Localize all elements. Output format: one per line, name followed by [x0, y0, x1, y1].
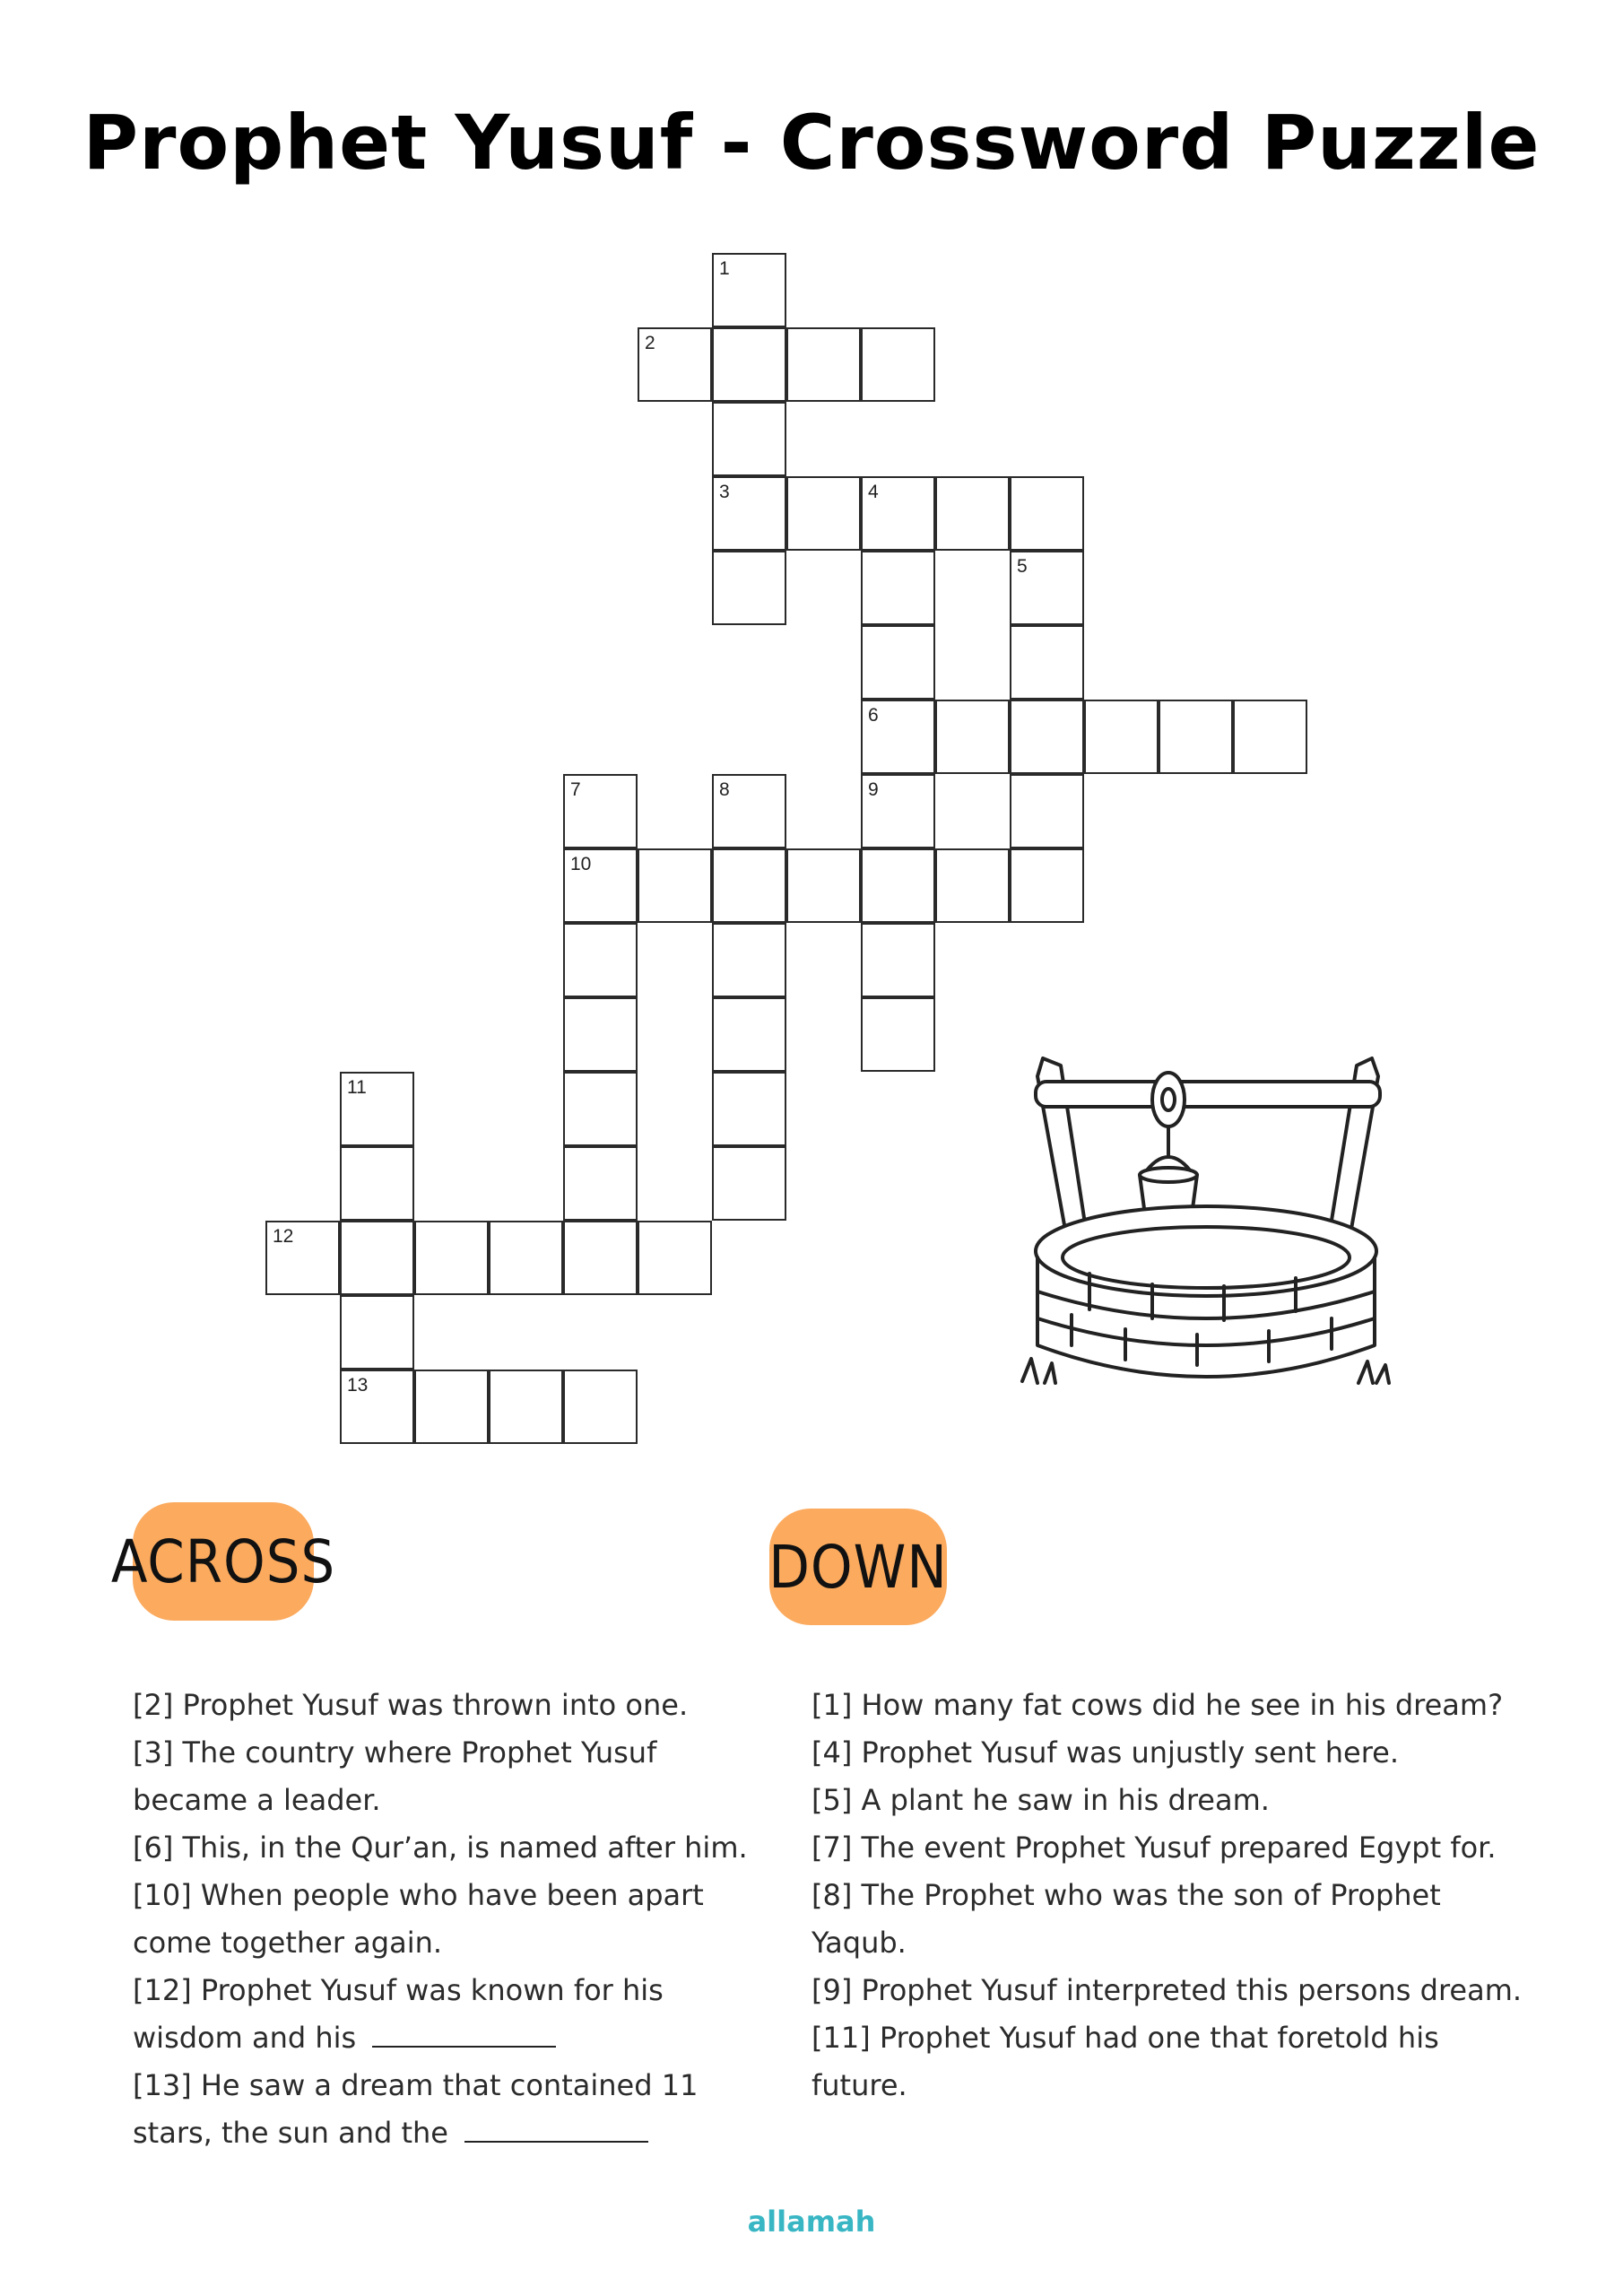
crossword-cell[interactable]	[786, 476, 861, 551]
page-title: Prophet Yusuf - Crossword Puzzle	[82, 99, 1541, 187]
crossword-cell[interactable]	[861, 923, 935, 997]
clue-line: [6] This, in the Qur’an, is named after him.	[133, 1831, 748, 1865]
crossword-cell[interactable]	[340, 1072, 414, 1146]
crossword-cell[interactable]	[1084, 700, 1159, 774]
across-badge	[110, 1502, 336, 1621]
clue-line: [2] Prophet Yusuf was thrown into one.	[133, 1688, 689, 1722]
crossword-cell[interactable]	[1010, 700, 1084, 774]
clue-number: 5	[1017, 556, 1028, 577]
crossword-cell[interactable]	[489, 1221, 563, 1295]
clue-line: [5] A plant he saw in his dream.	[812, 1783, 1270, 1817]
clue-number: 4	[868, 482, 879, 502]
crossword-cell[interactable]	[563, 848, 638, 923]
down-clues	[812, 1682, 1601, 2109]
crossword-cell[interactable]	[861, 327, 935, 402]
clue-text: wisdom and his	[133, 2021, 357, 2055]
clue-line: come together again.	[133, 1926, 443, 1960]
across-clues	[133, 1682, 760, 2157]
crossword-cell[interactable]	[563, 1072, 638, 1146]
crossword-cell[interactable]	[638, 327, 712, 402]
crossword-cell[interactable]	[712, 1072, 786, 1146]
down-label: DOWN	[768, 1532, 948, 1602]
clue-line: [8] The Prophet who was the son of Prophet	[812, 1878, 1441, 1912]
clue-number: 3	[719, 482, 730, 502]
crossword-cell[interactable]	[414, 1221, 489, 1295]
crossword-cell[interactable]	[638, 848, 712, 923]
clue-line: became a leader.	[133, 1783, 381, 1817]
clue-number: 8	[719, 779, 730, 800]
clue-number: 1	[719, 258, 730, 279]
clue-number: 12	[273, 1226, 294, 1247]
crossword-cell[interactable]	[712, 551, 786, 625]
crossword-cell[interactable]	[935, 476, 1010, 551]
crossword-cell[interactable]	[935, 848, 1010, 923]
clue-line: future.	[812, 2068, 907, 2102]
crossword-cell[interactable]	[712, 923, 786, 997]
crossword-cell[interactable]	[1233, 700, 1307, 774]
crossword-cell[interactable]	[712, 253, 786, 327]
crossword-cell[interactable]	[861, 476, 935, 551]
clue-text: stars, the sun and the	[133, 2116, 448, 2150]
crossword-cell[interactable]	[712, 327, 786, 402]
crossword-cell[interactable]	[861, 625, 935, 700]
clue-line: [9] Prophet Yusuf interpreted this persons dream.	[812, 1973, 1523, 2007]
across-label: ACROSS	[110, 1526, 336, 1596]
clue-line: [13] He saw a dream that contained 11	[133, 2068, 699, 2102]
crossword-cell[interactable]	[563, 923, 638, 997]
brand-logo: allamah	[747, 2205, 876, 2239]
clue-line: [3] The country where Prophet Yusuf	[133, 1735, 657, 1770]
clue-number: 2	[645, 333, 655, 353]
clue-line: [11] Prophet Yusuf had one that foretold his	[812, 2021, 1439, 2055]
crossword-cell[interactable]	[786, 327, 861, 402]
crossword-cell[interactable]	[935, 700, 1010, 774]
crossword-cell[interactable]	[1010, 774, 1084, 848]
crossword-cell[interactable]	[563, 1146, 638, 1221]
clue-number: 7	[570, 779, 581, 800]
crossword-cell[interactable]	[563, 1370, 638, 1444]
clue-line: [7] The event Prophet Yusuf prepared Egypt for.	[812, 1831, 1497, 1865]
clue-number: 10	[570, 854, 592, 874]
crossword-cell[interactable]	[712, 848, 786, 923]
crossword-cell[interactable]	[712, 402, 786, 476]
crossword-cell[interactable]	[340, 1295, 414, 1370]
crossword-cell[interactable]	[861, 774, 935, 848]
clue-number: 6	[868, 705, 879, 726]
crossword-cell[interactable]	[489, 1370, 563, 1444]
clue-number: 9	[868, 779, 879, 800]
clue-number: 13	[347, 1375, 369, 1396]
clue-line: Yaqub.	[812, 1926, 907, 1960]
water-well-icon	[1018, 1049, 1394, 1408]
crossword-cell[interactable]	[563, 1221, 638, 1295]
crossword-cell[interactable]	[638, 1221, 712, 1295]
crossword-cell[interactable]	[712, 997, 786, 1072]
answer-blank	[464, 2110, 648, 2143]
crossword-cell[interactable]	[861, 551, 935, 625]
crossword-cell[interactable]	[861, 700, 935, 774]
crossword-cell[interactable]	[712, 476, 786, 551]
crossword-cell[interactable]	[1159, 700, 1233, 774]
clue-line: [1] How many fat cows did he see in his dream?	[812, 1688, 1504, 1722]
crossword-cell[interactable]	[414, 1370, 489, 1444]
crossword-cell[interactable]	[563, 997, 638, 1072]
answer-blank	[372, 2015, 556, 2048]
crossword-cell[interactable]	[1010, 476, 1084, 551]
crossword-cell[interactable]	[1010, 848, 1084, 923]
clue-number: 11	[347, 1077, 367, 1098]
clue-line: [12] Prophet Yusuf was known for his	[133, 1973, 664, 2007]
crossword-cell[interactable]	[1010, 625, 1084, 700]
crossword-cell[interactable]	[265, 1221, 340, 1295]
crossword-cell[interactable]	[340, 1146, 414, 1221]
crossword-cell[interactable]	[861, 848, 935, 923]
crossword-cell[interactable]	[1010, 551, 1084, 625]
crossword-cell[interactable]	[340, 1221, 414, 1295]
crossword-cell[interactable]	[861, 997, 935, 1072]
clue-line-blank	[133, 2109, 760, 2157]
crossword-cell[interactable]	[563, 774, 638, 848]
clue-line: [4] Prophet Yusuf was unjustly sent here.	[812, 1735, 1400, 1770]
clue-line: [10] When people who have been apart	[133, 1878, 704, 1912]
clue-line-blank	[133, 2014, 760, 2062]
crossword-cell[interactable]	[712, 774, 786, 848]
crossword-cell[interactable]	[786, 848, 861, 923]
down-badge	[769, 1509, 947, 1625]
crossword-cell[interactable]	[712, 1146, 786, 1221]
crossword-cell[interactable]	[340, 1370, 414, 1444]
